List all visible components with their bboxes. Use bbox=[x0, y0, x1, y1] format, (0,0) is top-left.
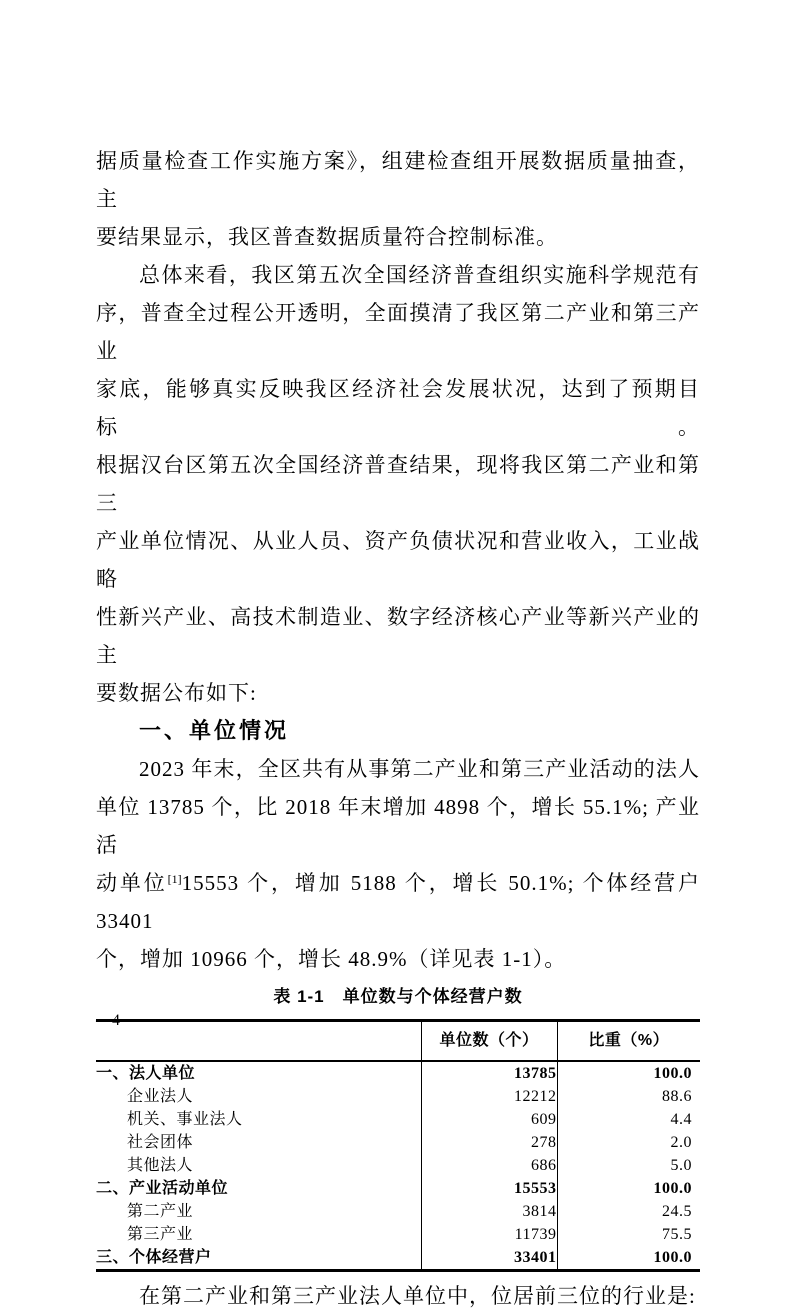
section-heading-units: 一、单位情况 bbox=[139, 718, 290, 743]
table-row-government-institution bbox=[96, 1108, 700, 1131]
text-segment: 动单位 bbox=[96, 871, 168, 895]
row-units-value: 609 bbox=[421, 1108, 557, 1131]
table-row-industrial-activity-units bbox=[96, 1177, 700, 1200]
paragraph-top-industries bbox=[96, 1277, 700, 1315]
col-header-units: 单位数（个） bbox=[421, 1021, 557, 1062]
table-row-other-legal bbox=[96, 1154, 700, 1177]
table-row-legal-entities bbox=[96, 1061, 700, 1085]
units-table bbox=[96, 1019, 700, 1272]
text-line: 单位 13785 个，比 2018 年末增加 4898 个，增长 55.1%; 产业活 bbox=[96, 795, 700, 857]
row-share-value: 24.5 bbox=[557, 1200, 700, 1223]
row-label: 社会团体 bbox=[127, 1134, 194, 1151]
table-row-individual-businesses bbox=[96, 1246, 700, 1271]
row-units-value: 11739 bbox=[421, 1223, 557, 1246]
paragraph-unit-statistics bbox=[96, 750, 700, 978]
row-share-value: 100.0 bbox=[557, 1246, 700, 1271]
row-units-value: 13785 bbox=[421, 1061, 557, 1085]
text-line: 在第二产业和第三产业法人单位中，位居前三位的行业是: bbox=[139, 1284, 696, 1308]
text-line bbox=[96, 864, 700, 940]
row-label: 企业法人 bbox=[127, 1088, 194, 1105]
text-line: 要结果显示，我区普查数据质量符合控制标准。 bbox=[96, 225, 558, 249]
row-share-value: 75.5 bbox=[557, 1223, 700, 1246]
table-header-row bbox=[96, 1021, 700, 1062]
row-share-value: 100.0 bbox=[557, 1061, 700, 1085]
page-number: – 4 – bbox=[96, 1012, 138, 1029]
row-label: 一、法人单位 bbox=[96, 1065, 196, 1082]
table-title: 表 1-1 单位数与个体经营户数 bbox=[273, 987, 523, 1006]
text-segment: 15553 个，增加 5188 个，增长 50.1%; 个体经营户 33401 bbox=[96, 871, 701, 933]
row-label: 机关、事业法人 bbox=[127, 1111, 243, 1128]
paragraph-overview bbox=[96, 256, 700, 712]
text-line: 根据汉台区第五次全国经济普查结果，现将我区第二产业和第三 bbox=[96, 453, 700, 515]
document-body bbox=[96, 142, 700, 1315]
footnote-marker: [1] bbox=[167, 872, 182, 886]
row-share-value: 88.6 bbox=[557, 1085, 700, 1108]
text-line: 要数据公布如下: bbox=[96, 681, 257, 705]
col-header-empty bbox=[96, 1021, 421, 1062]
text-line: 2023 年末，全区共有从事第二产业和第三产业活动的法人 bbox=[139, 757, 700, 781]
row-share-value: 4.4 bbox=[557, 1108, 700, 1131]
table-row-social-organization bbox=[96, 1131, 700, 1154]
row-label: 第二产业 bbox=[127, 1203, 194, 1220]
table-row-tertiary-industry bbox=[96, 1223, 700, 1246]
row-units-value: 278 bbox=[421, 1131, 557, 1154]
row-units-value: 33401 bbox=[421, 1246, 557, 1271]
row-units-value: 12212 bbox=[421, 1085, 557, 1108]
text-line: 家底，能够真实反映我区经济社会发展状况，达到了预期目标。 bbox=[96, 377, 700, 439]
col-header-share: 比重（%） bbox=[557, 1021, 700, 1062]
row-share-value: 100.0 bbox=[557, 1177, 700, 1200]
row-share-value: 5.0 bbox=[557, 1154, 700, 1177]
row-label: 其他法人 bbox=[127, 1157, 194, 1174]
row-label: 第三产业 bbox=[127, 1226, 194, 1243]
row-label: 二、产业活动单位 bbox=[96, 1180, 229, 1197]
text-line: 产业单位情况、从业人员、资产负债状况和营业收入，工业战略 bbox=[96, 529, 700, 591]
text-line: 据质量检查工作实施方案》，组建检查组开展数据质量抽查，主 bbox=[96, 149, 700, 211]
text-line: 总体来看，我区第五次全国经济普查组织实施科学规范有 bbox=[139, 263, 700, 287]
text-line: 序，普查全过程公开透明，全面摸清了我区第二产业和第三产业 bbox=[96, 301, 700, 363]
row-label: 三、个体经营户 bbox=[96, 1246, 421, 1271]
text-line: 性新兴产业、高技术制造业、数字经济核心产业等新兴产业的主 bbox=[96, 605, 700, 667]
row-units-value: 15553 bbox=[421, 1177, 557, 1200]
table-row-secondary-industry bbox=[96, 1200, 700, 1223]
table-row-enterprise bbox=[96, 1085, 700, 1108]
row-units-value: 686 bbox=[421, 1154, 557, 1177]
paragraph-quality-check bbox=[96, 142, 700, 256]
row-units-value: 3814 bbox=[421, 1200, 557, 1223]
text-line: 个，增加 10966 个，增长 48.9%（详见表 1-1）。 bbox=[96, 947, 567, 971]
row-share-value: 2.0 bbox=[557, 1131, 700, 1154]
